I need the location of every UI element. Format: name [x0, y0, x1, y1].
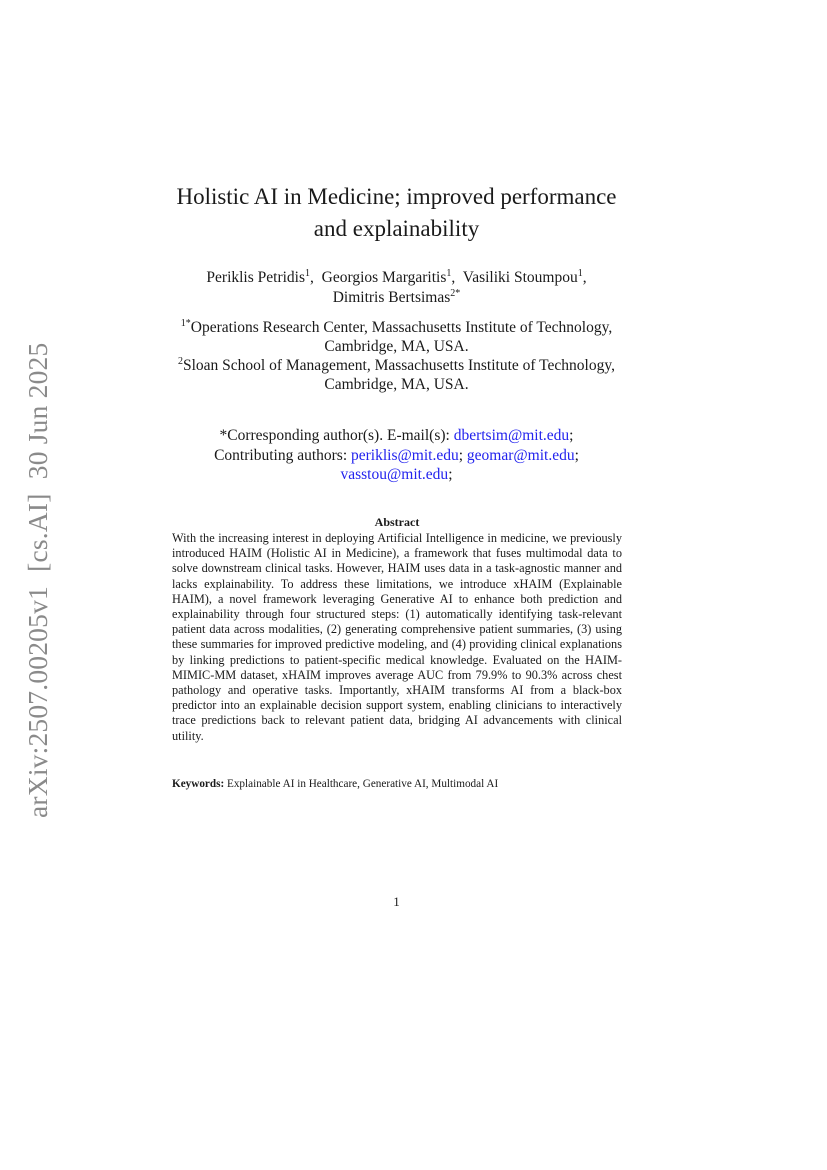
author-separator: ,	[582, 269, 587, 286]
author-name: Georgios Margaritis	[321, 269, 447, 286]
author-line-1	[0, 268, 793, 288]
separator: ;	[448, 466, 453, 483]
corresponding-label: *Corresponding author(s). E-mail(s):	[219, 427, 454, 444]
contributing-label: Contributing authors:	[214, 446, 352, 464]
corresponding-author-line	[0, 426, 793, 446]
author-name: Dimitris Bertsimas	[332, 289, 451, 306]
author-affiliation-marker: 1	[305, 268, 311, 279]
author-separator: ,	[310, 269, 322, 286]
author-affiliation-marker: 1	[446, 268, 452, 279]
separator: ;	[574, 446, 579, 464]
affiliation-name: Sloan School of Management, Massachusetts Institute of Technology,	[183, 357, 615, 374]
affiliation-2	[0, 356, 793, 394]
email-link-dbertsim[interactable]: dbertsim@mit.edu	[453, 427, 570, 444]
author-affiliation-marker: 1	[577, 268, 583, 279]
keywords-label: Keywords:	[172, 778, 225, 790]
contributing-authors-line-2	[0, 465, 793, 485]
author-affiliation-marker: 2*	[450, 288, 461, 299]
author-name: Vasiliki Stoumpou	[462, 269, 578, 286]
affiliation-list	[0, 318, 793, 394]
author-line-2	[0, 288, 793, 308]
separator: ;	[458, 446, 464, 464]
paper-title	[0, 181, 793, 245]
keywords	[172, 777, 622, 791]
affiliation-name: Operations Research Center, Massachusetts Institute of Technology,	[190, 319, 613, 336]
contributing-authors-line	[0, 446, 793, 466]
email-link-vasstou[interactable]: vasstou@mit.edu	[340, 466, 449, 483]
affiliation-marker: 1*	[180, 318, 191, 329]
title-line-1: Holistic AI in Medicine; improved performance	[176, 184, 617, 209]
contact-info	[0, 426, 793, 485]
arxiv-identifier-stamp: arXiv:2507.00205v1 [cs.AI] 30 Jun 2025	[22, 342, 53, 818]
abstract-heading: Abstract	[374, 515, 420, 529]
affiliation-marker: 2	[178, 356, 183, 367]
keywords-text: Explainable AI in Healthcare, Generative AI, Multimodal AI	[224, 778, 499, 790]
author-list	[0, 268, 793, 308]
separator: ;	[569, 427, 574, 444]
email-link-periklis[interactable]: periklis@mit.edu	[351, 446, 459, 464]
author-name: Periklis Petridis	[206, 269, 306, 286]
affiliation-location: Cambridge, MA, USA.	[324, 338, 469, 355]
title-line-2: and explainability	[313, 216, 480, 241]
email-link-geomar[interactable]: geomar@mit.edu	[466, 446, 575, 464]
affiliation-1	[0, 318, 793, 356]
affiliation-location: Cambridge, MA, USA.	[324, 376, 469, 393]
page-number: 1	[393, 894, 400, 909]
author-separator: ,	[451, 269, 463, 286]
abstract-text: With the increasing interest in deploying Artificial Intelligence in medicine, we previously introduced HAIM (Holistic AI in Medicine), a framework that fuses multimodal data to solve downstream clinical tasks. However, HAIM uses data in a task-agnostic manner and lacks explainability. To address these limitations, we introduce xHAIM (Explainable HAIM), a novel framework leveraging Generative AI to enhance both prediction and explainability through four structured steps: (1) automatically identifying task-relevant patient data across modalities, (2) generating comprehensive patient summaries, (3) using these summaries for improved predictive modeling, and (4) providing clinical explanations by linking predictions to patient-specific medical knowledge. Evaluated on the HAIM-MIMIC-MM dataset, xHAIM improves average AUC from 79.9% to 90.3% across chest pathology and operative tasks. Importantly, xHAIM transforms AI from a black-box predictor into an explainable decision support system, enabling clinicians to interactively trace predictions back to relevant patient data, bridging AI advancements with clinical utility.	[172, 531, 622, 743]
